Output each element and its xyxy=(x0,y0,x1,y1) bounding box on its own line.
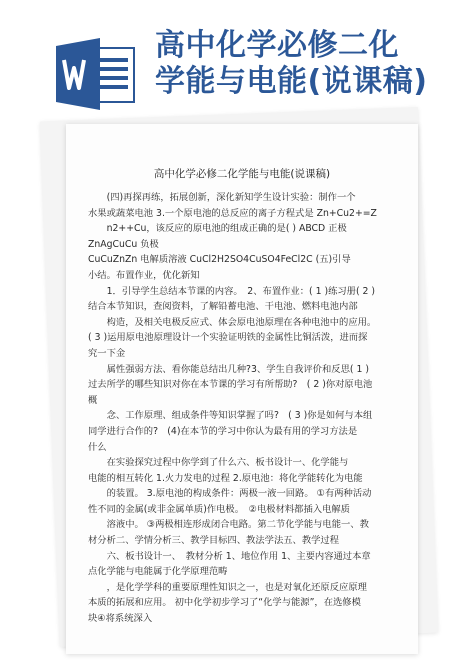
title-line-2: 学能与电能(说课稿) xyxy=(155,64,428,99)
document-line: 过去所学的哪些知识对你在本节课的学习有所帮助? ( 2 )你对原电池 xyxy=(88,379,373,391)
document-line: 本质的拓展和应用。 初中化学初步学习了“化学与能源”，在选修模 xyxy=(88,597,361,609)
document-line: 水果或蔬菜电池 3.一个原电池的总反应的离子方程式是 Zn+Cu2+=Z xyxy=(88,207,377,219)
title-line-1: 高中化学必修二化 xyxy=(155,28,399,63)
word-doc-icon xyxy=(56,38,138,110)
document-line: ( 3 )运用原电池原理设计一个实验证明铁的金属性比铜活泼，进而探 xyxy=(88,332,368,344)
document-line: 属性强弱方法、看你能总结出几种?3、学生自我评价和反思( 1 ) xyxy=(88,363,369,375)
document-line: 1．引导学生总结本节课的内容。 2、布置作业：( 1 )练习册( 2 ) xyxy=(88,285,376,297)
document-line: 同学进行合作的? (4)在本节的学习中你认为最有用的学习方法是 xyxy=(88,425,358,437)
document-title: 高中化学必修二化学能与电能(说课稿) xyxy=(153,168,331,180)
document-line: 材分析二、学情分析三、教学目标四、教法学法五、教学过程 xyxy=(88,535,340,547)
document-line: 溶液中。 ③两极相连形成闭合电路。第二节化学能与电能一、教 xyxy=(88,519,369,531)
document-body xyxy=(88,190,400,627)
document-line: 概 xyxy=(88,394,98,406)
document-line: 六、板书设计一、 教材分析 1、地位作用 1、主要内容通过本章 xyxy=(88,550,371,562)
document-line: 在实验探究过程中你学到了什么六、板书设计一、化学能与 xyxy=(88,457,349,469)
document-line: 点化学能与电能属于化学原理范畴 xyxy=(88,566,228,578)
document-line: ，是化学学科的重要原理性知识之一，也是对氧化还原反应原理 xyxy=(88,581,367,593)
document-line: n2++Cu，该反应的原电池的组成正确的是( ) ABCD 正极 xyxy=(88,223,347,235)
document-line: 小结。布置作业，优化新知 xyxy=(88,269,200,281)
document-line: ZnAgCuCu 负极 xyxy=(88,238,159,250)
document-line: 构造，及相关电极反应式、体会原电池原理在各种电池中的应用。 xyxy=(88,316,377,328)
document-preview xyxy=(66,124,418,654)
document-line: 究一下金 xyxy=(88,347,126,359)
document-line: 性不同的金属(或非金属单质)作电极。 ②电极材料都插入电解质 xyxy=(88,503,350,515)
document-line: CuCuZnZn 电解质溶液 CuCl2H2SO4CuSO4FeCl2C (五)引导 xyxy=(88,254,351,266)
document-line: 电能的相互转化 1.火力发电的过程 2.原电池：将化学能转化为电能 xyxy=(88,472,363,484)
page-title xyxy=(155,28,465,100)
document-line: 块④将系统深入 xyxy=(88,613,153,625)
document-line: (四)再探再练，拓展创新，深化新知学生设计实验：制作一个 xyxy=(88,192,356,203)
document-line: 结合本节知识，查阅资料，了解铅蓄电池、干电池、燃料电池内部 xyxy=(88,301,358,313)
document-line: 念、工作原理、组成条件等知识掌握了吗? ( 3 )你是如何与本组 xyxy=(88,410,373,422)
document-line: 什么 xyxy=(88,441,107,453)
document-line: 的装置。 3.原电池的构成条件：两极一液一回路。 ①有两种活动 xyxy=(88,488,372,500)
